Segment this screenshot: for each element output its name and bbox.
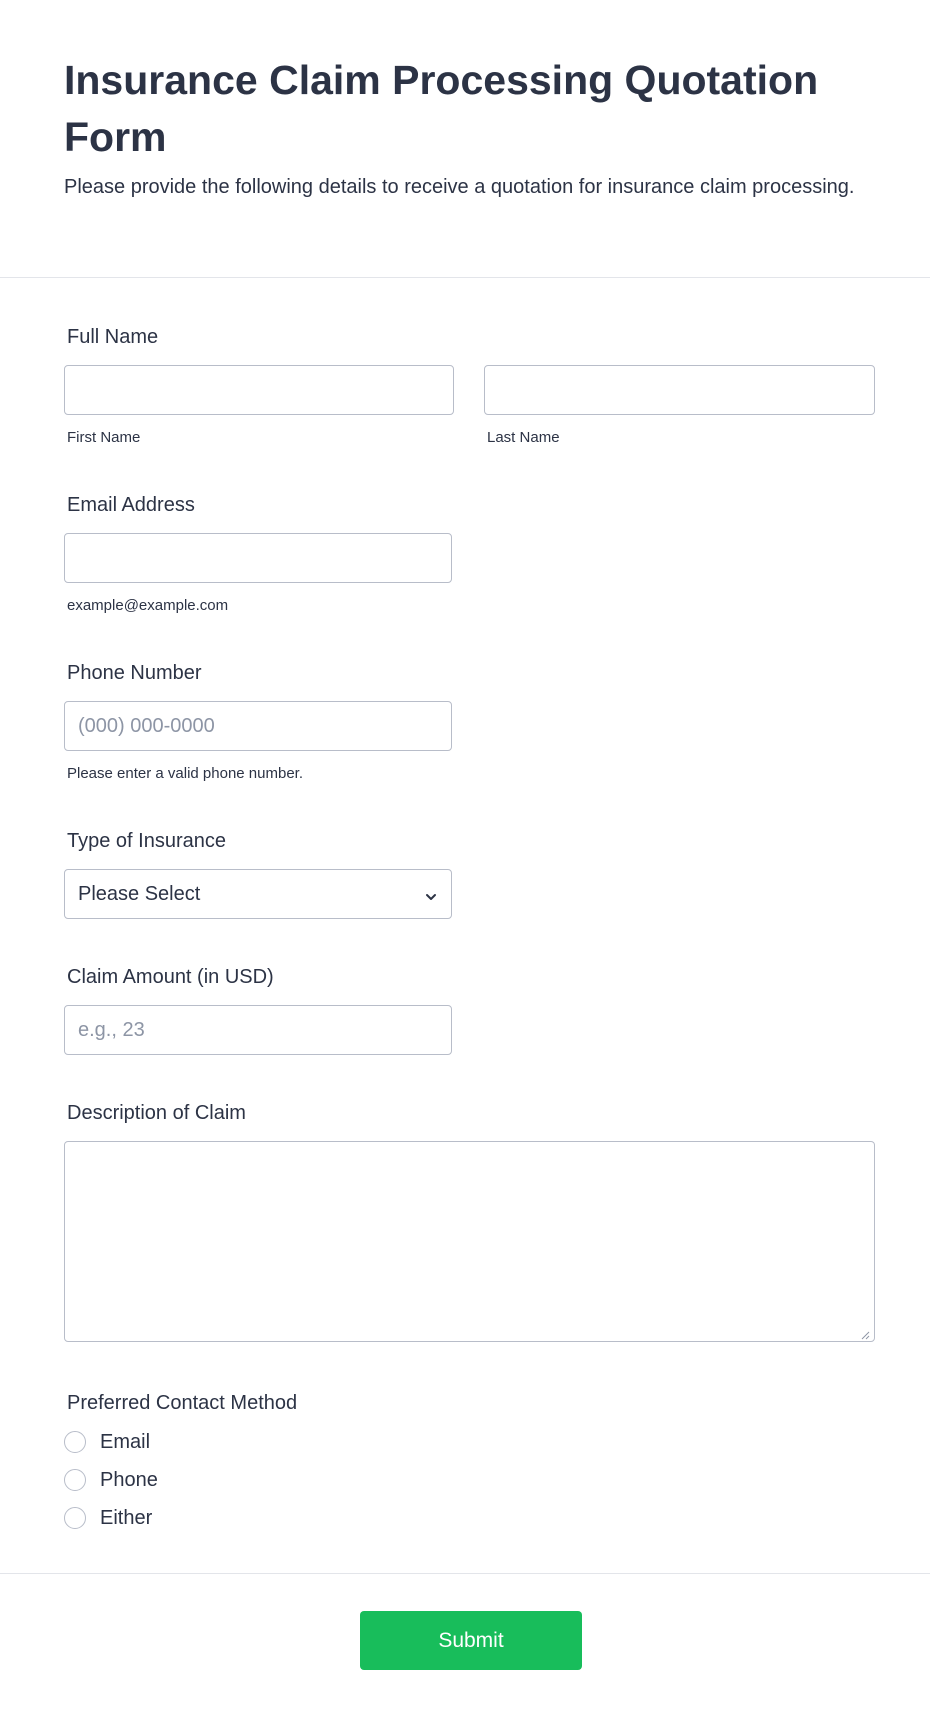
radio-phone[interactable]	[64, 1469, 86, 1491]
contact-method-label: Preferred Contact Method	[67, 1392, 298, 1414]
phone-field	[64, 662, 452, 782]
footer-divider	[0, 1573, 930, 1574]
contact-option-email[interactable]	[64, 1423, 297, 1461]
last-name-sublabel: Last Name	[487, 429, 560, 446]
radio-either[interactable]	[64, 1507, 86, 1529]
phone-sublabel: Please enter a valid phone number.	[67, 765, 303, 782]
full-name-label: Full Name	[67, 326, 159, 348]
claim-amount-label: Claim Amount (in USD)	[67, 966, 274, 988]
contact-option-phone[interactable]	[64, 1461, 297, 1499]
contact-method-options	[64, 1423, 297, 1537]
insurance-type-field	[64, 830, 452, 919]
contact-option-either[interactable]	[64, 1499, 297, 1537]
description-textarea[interactable]	[64, 1141, 875, 1342]
form-subtitle: Please provide the following details to receive a quotation for insurance claim processing.	[64, 176, 855, 198]
chevron-down-icon	[424, 887, 438, 901]
phone-input[interactable]	[64, 701, 452, 751]
email-label: Email Address	[67, 494, 195, 516]
radio-label-phone: Phone	[100, 1468, 158, 1491]
last-name-input[interactable]	[484, 365, 875, 415]
page-title: Insurance Claim Processing Quotation Form	[64, 57, 819, 160]
description-field	[64, 1102, 875, 1342]
email-field	[64, 494, 452, 614]
description-label: Description of Claim	[67, 1102, 246, 1124]
insurance-type-selected: Please Select	[78, 882, 201, 905]
form-header	[0, 0, 930, 225]
full-name-field	[64, 326, 875, 446]
claim-amount-field	[64, 966, 452, 1055]
contact-method-field	[64, 1392, 297, 1537]
radio-email[interactable]	[64, 1431, 86, 1453]
resize-handle-icon[interactable]	[860, 1327, 870, 1337]
radio-label-either: Either	[100, 1506, 153, 1529]
email-sublabel: example@example.com	[67, 597, 229, 614]
phone-label: Phone Number	[67, 662, 202, 684]
insurance-type-select[interactable]	[64, 869, 452, 919]
radio-label-email: Email	[100, 1430, 151, 1453]
first-name-sublabel: First Name	[67, 429, 141, 446]
header-divider	[0, 277, 930, 278]
claim-amount-input[interactable]	[64, 1005, 452, 1055]
email-input[interactable]	[64, 533, 452, 583]
first-name-input[interactable]	[64, 365, 454, 415]
insurance-type-label: Type of Insurance	[67, 830, 226, 852]
submit-button[interactable]: Submit	[360, 1611, 582, 1670]
